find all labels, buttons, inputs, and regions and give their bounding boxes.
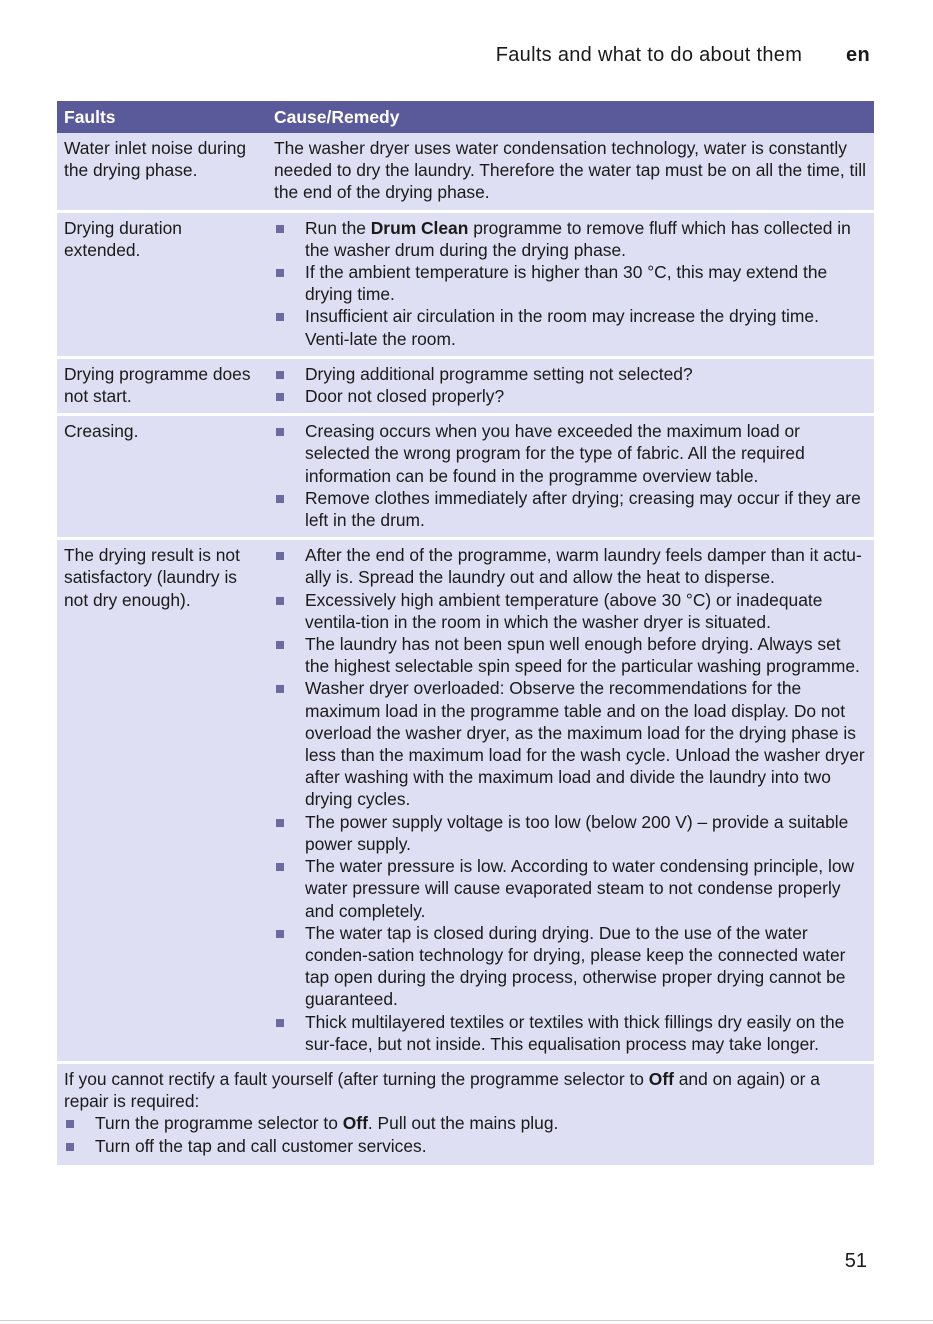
list-item: Washer dryer overloaded: Observe the recommendations for the maximum load in the programme table and on the load display. Do not overload the washer dryer, as the maximum load for the drying phase is less than the maximum load for the wash cycle. Unload the washer dryer after washing with the maximum load and divide the laundry into two drying cycles. xyxy=(274,677,868,810)
page-header xyxy=(496,44,870,67)
page-number: 51 xyxy=(844,1250,867,1272)
off-setting: Off xyxy=(648,1068,674,1089)
section-title: Faults and what to do about them xyxy=(495,44,803,66)
fault-cell: Creasing. xyxy=(64,421,139,442)
list-item: After the end of the programme, warm laundry feels damper than it actu-ally is. Spread the laundry out and allow the heat to disperse. xyxy=(274,544,868,588)
faults-table xyxy=(57,101,874,1165)
list-item: Creasing occurs when you have exceeded the maximum load or selected the wrong program for the type of fabric. All the required information can be found in the programme overview table. xyxy=(274,420,868,487)
table-row xyxy=(57,540,874,1061)
repair-notice xyxy=(57,1064,874,1165)
list-item: Run the Drum Clean programme to remove fluff which has collected in the washer drum during the drying phase. xyxy=(274,217,868,261)
remedy-cell xyxy=(267,359,874,413)
fault-cell: Drying programme does not start. xyxy=(64,363,251,407)
list-item: Remove clothes immediately after drying; creasing may occur if they are left in the drum. xyxy=(274,487,868,531)
list-item: If the ambient temperature is higher than 30 °C, this may extend the drying time. xyxy=(274,261,868,305)
table-row xyxy=(57,416,874,537)
repair-intro: If you cannot rectify a fault yourself (after turning the programme selector to Off and on again) or a repair is required: xyxy=(64,1068,820,1112)
fault-cell: Water inlet noise during the drying phase. xyxy=(64,138,247,181)
fault-cell: Drying duration extended. xyxy=(64,217,182,260)
programme-name: Drum Clean xyxy=(370,217,469,238)
list-item: Turn off the tap and call customer services. xyxy=(64,1135,867,1157)
off-setting: Off xyxy=(342,1113,368,1134)
page-edge-divider xyxy=(0,1320,933,1321)
table-row xyxy=(57,213,874,356)
table-row xyxy=(57,133,874,210)
fault-cell: The drying result is not satisfactory (laundry is not dry enough). xyxy=(64,545,240,610)
remedy-cell xyxy=(267,416,874,537)
table-header xyxy=(57,101,874,133)
list-item: Drying additional programme setting not selected? xyxy=(274,363,868,385)
col-cause-header: Cause/Remedy xyxy=(274,106,400,127)
remedy-cell xyxy=(267,540,874,1061)
language-code: en xyxy=(846,44,870,66)
list-item: The water pressure is low. According to water condensing principle, low water pressure will cause evaporated steam to not condense properly and completely. xyxy=(274,855,868,922)
list-item: Insufficient air circulation in the room may increase the drying time. Venti-late the room. xyxy=(274,305,868,349)
list-item: The water tap is closed during drying. Due to the use of the water conden-sation technology for drying, please keep the connected water tap open during the drying process, otherwise proper drying cannot be guaranteed. xyxy=(274,922,868,1011)
list-item: Thick multilayered textiles or textiles with thick fillings dry easily on the sur-face, but not inside. This equalisation process may take longer. xyxy=(274,1011,868,1055)
list-item: Door not closed properly? xyxy=(274,385,868,407)
list-item: Turn the programme selector to Off. Pull out the mains plug. xyxy=(64,1112,867,1134)
remedy-cell: The washer dryer uses water condensation technology, water is constantly needed to dry the laundry. Therefore the water tap must be on all the time, till the end of the drying phase. xyxy=(274,138,866,203)
remedy-cell xyxy=(267,213,874,356)
list-item: The laundry has not been spun well enough before drying. Always set the highest selectable spin speed for the particular washing programme. xyxy=(274,633,868,677)
col-faults-header: Faults xyxy=(64,106,116,127)
list-item: The power supply voltage is too low (below 200 V) – provide a suitable power supply. xyxy=(274,811,868,855)
list-item: Excessively high ambient temperature (above 30 °C) or inadequate ventila-tion in the room in which the washer dryer is situated. xyxy=(274,589,868,633)
table-row xyxy=(57,359,874,413)
